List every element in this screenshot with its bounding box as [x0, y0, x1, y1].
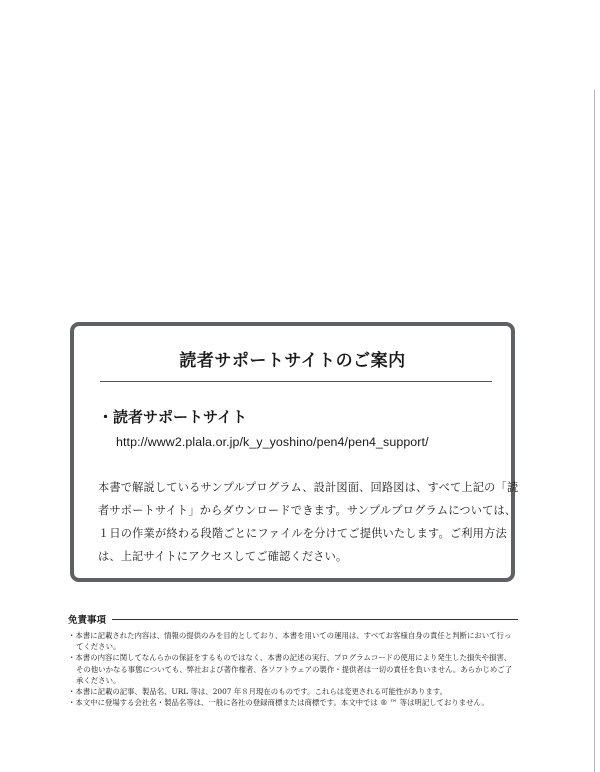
disclaimer-rule: [112, 619, 518, 620]
disclaimer-line: その他いかなる事態についても、弊社および著作権者、各ソフトウェアの製作・提供者は一切の責任を負いません。あらかじめご了: [76, 664, 513, 674]
box-title: 読者サポートサイトのご案内: [179, 351, 406, 371]
description-line: は、上記サイトにアクセスしてご確認ください。: [98, 550, 348, 563]
box-divider: [100, 381, 492, 382]
description-line: 本書で解説しているサンプルプログラム、設計図面、回路図は、すべて上記の「読: [98, 481, 519, 494]
disclaimer-line: 承ください。: [76, 675, 121, 685]
support-site-url[interactable]: http://www2.plala.or.jp/k_y_yoshino/pen4/pen4_support/: [116, 435, 429, 449]
disclaimer-line: てください。: [76, 642, 121, 652]
disclaimer-line: ・本書に記載された内容は、情報の提供のみを目的としており、本書を用いての運用は、すべてお客様自身の責任と判断において行っ: [68, 631, 512, 640]
disclaimer-title: 免責事項: [68, 615, 107, 626]
description-line: １日の作業が終わる段階ごとにファイルを分けてご提供いたします。ご利用方法: [98, 527, 507, 540]
disclaimer-list: [68, 630, 518, 708]
disclaimer-section: [68, 612, 518, 708]
support-site-heading: ・読者サポートサイト: [98, 408, 247, 426]
disclaimer-line: ・本書の内容に関してなんらかの保証をするものではなく、本書の記述の実行、プログラムコードの使用により発生した損失や損害、: [68, 653, 512, 663]
page-edge-line: [594, 90, 595, 772]
disclaimer-line: ・本書に記載の記事、製品名、URL 等は、2007 年８月現在のものです。これらは変更される可能性があります。: [68, 687, 447, 697]
support-description: [98, 476, 519, 568]
support-site-box: [70, 322, 519, 582]
disclaimer-header: [68, 612, 518, 626]
description-line: 者サポートサイト」からダウンロードできます。サンプルプログラムについては、: [98, 504, 517, 517]
disclaimer-line: ・本文中に登場する会社名・製品名等は、一般に各社の登録商標または商標です。本文中では ® ™ 等は明記しておりません。: [68, 698, 489, 708]
